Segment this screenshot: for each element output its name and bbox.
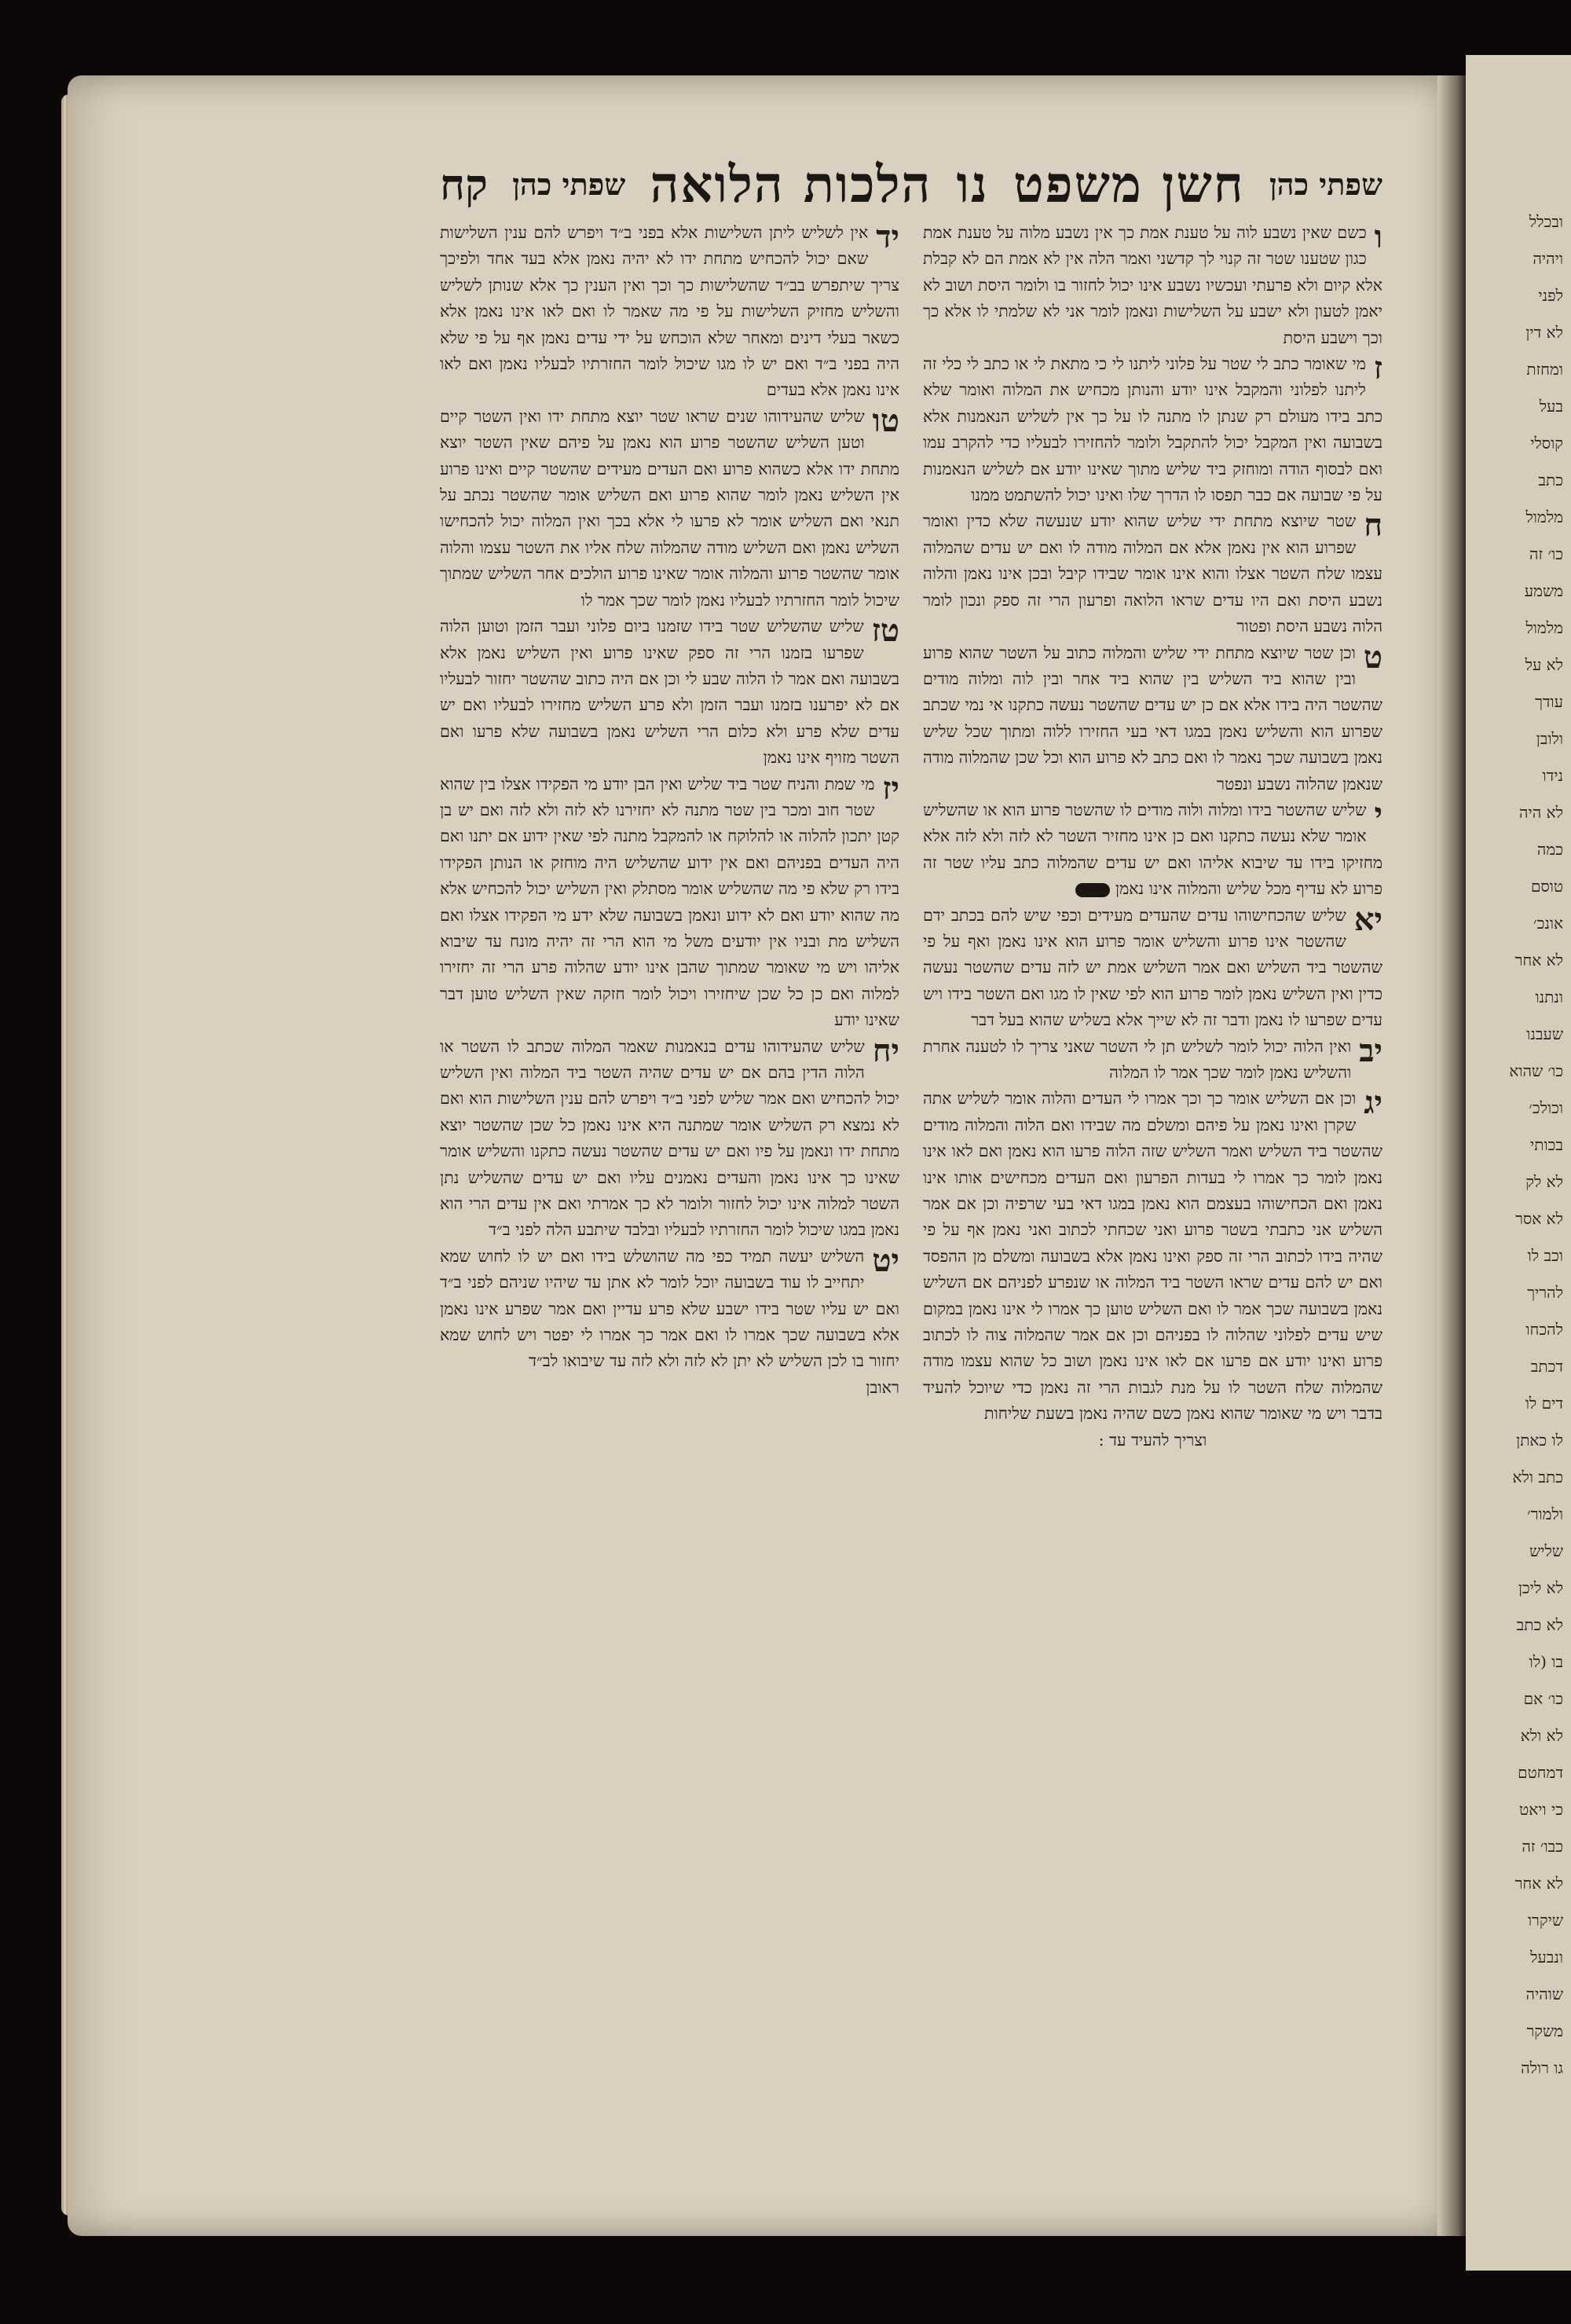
text-columns — [440, 220, 1382, 2161]
facing-page-line: לפני — [1538, 286, 1563, 305]
paragraph — [923, 900, 1382, 1034]
facing-page-line: לא אחר — [1514, 951, 1563, 970]
facing-page-line: לא ליכן — [1518, 1578, 1563, 1597]
facing-page-line: כתב — [1538, 471, 1563, 489]
facing-page — [1466, 55, 1571, 2271]
facing-page-line: מלמול — [1525, 618, 1563, 637]
paragraph-text: מי שאומר כתב לי שטר על פלוני ליתנו לי כי מתאת לי או כתב לי כלי זה ליתנו לפלוני והמקבל אינו יודע והנותן מכחיש את המלוה ואומר שלא כתב בידו מעולם רק שנתן לו מתנה לו על כך אין לשליש הנאמנות אלא בשבועה ואין המקבל יכול להתקבל ולומר להחזירו לבעליו כדי להקרב עמו ואם לבסוף הודה ומוחזק ביד שליש מתוך שאינו יודע אם לשליש הנאמנות על פי שבועה אם כבר תפסו לו הדרך שלו ואינו יכול להשתמט ממנו — [923, 354, 1382, 505]
page-number: קח — [440, 159, 488, 210]
facing-page-line: לא היה — [1519, 803, 1563, 822]
facing-page-line: שעבנו — [1526, 1025, 1563, 1043]
paragraph — [923, 508, 1382, 640]
header-title: חשן משפט — [1013, 155, 1245, 214]
right-column — [923, 220, 1382, 2161]
facing-page-line: דמחטם — [1518, 1763, 1563, 1782]
section-letter: ח — [1364, 507, 1382, 544]
facing-page-line: כו׳ אם — [1523, 1689, 1563, 1708]
facing-page-line: להכחו — [1525, 1320, 1563, 1339]
facing-page-line: כבו׳ זה — [1522, 1837, 1563, 1856]
paragraph-text: ואין הלוה יכול לומר לשליש תן לי השטר שאני צריך לו לטענה אחרת והשליש נאמן לומר שכך אמר לו המלוה — [923, 1036, 1352, 1082]
facing-page-line: שוהיה — [1525, 1985, 1563, 2003]
paragraph — [440, 220, 899, 404]
facing-page-line: משקר — [1526, 2022, 1563, 2040]
facing-page-line: וכב לו — [1527, 1246, 1563, 1265]
page-gutter — [1437, 75, 1466, 2236]
ink-blot — [1075, 883, 1110, 897]
section-letter: ז — [1373, 350, 1382, 387]
paragraph — [923, 1034, 1382, 1087]
section-letter: יא — [1353, 900, 1382, 938]
facing-page-line: ולובן — [1536, 729, 1563, 748]
facing-page-line: טוסם — [1530, 877, 1563, 896]
facing-page-line: ונבעל — [1530, 1948, 1563, 1967]
facing-page-line: ובכלל — [1529, 212, 1563, 231]
facing-page-line: לא אחר — [1514, 1874, 1563, 1893]
section-letter: ו — [1374, 220, 1382, 255]
paragraph — [923, 640, 1382, 797]
facing-page-line: גו רולה — [1521, 2058, 1563, 2077]
paragraph — [440, 614, 899, 771]
facing-page-line: אונכ׳ — [1533, 914, 1563, 933]
facing-page-line: לא אסר — [1515, 1209, 1563, 1228]
facing-page-line: לא לק — [1525, 1172, 1563, 1191]
section-letter: יח — [872, 1032, 899, 1069]
facing-page-line: משמע — [1524, 581, 1563, 600]
facing-page-line: מלמול — [1525, 508, 1563, 526]
facing-page-line: כמה — [1536, 840, 1563, 859]
section-letter: יט — [872, 1241, 899, 1279]
paragraph — [440, 769, 899, 1034]
facing-page-line: לו כאתן — [1516, 1431, 1563, 1450]
header-section-number: נו — [956, 155, 989, 214]
section-letter: ט — [1363, 638, 1382, 676]
facing-page-line: ויהיה — [1533, 249, 1563, 268]
paragraph-text: שליש שהעידוהו עדים בנאמנות שאמר המלוה שכתב לו השטר או הלוה הדין בהם אם יש עדים שהיה השטר ביד המלוה ואין השליש יכול להכחיש ואם אמר שליש לפני ב״ד ויפרש להם ענין השלישות הוא ואם לא נמצא רק השליש אומר שמתנה היא אינו נאמן כל שכן שהשטר יוצא מתחת ידו ונאמן על פיו ואם יש עדים שהשטר נעשה כתקנו והשליש אומר שאינו כך אינו נאמן והעדים נאמנים עליו ואם יש עדים שהשליש נתן השטר למלוה אינו יכול לחזור ולומר לא כך אמרתי ואם אין עדים הרי הוא נאמן במגו שיכול לומר החזרתיו לבעליו ובלבד שיתבע הלה לפני ב״ד — [440, 1036, 899, 1240]
facing-page-line: בעל — [1539, 397, 1563, 416]
facing-page-line: כו׳ זה — [1529, 544, 1563, 563]
section-letter: יג — [1364, 1084, 1382, 1122]
facing-page-line: דכתב — [1530, 1357, 1563, 1376]
paragraph — [440, 1241, 899, 1375]
column-end-text: וצריך להעיד עד : — [1098, 1430, 1207, 1450]
facing-page-line: להריך — [1527, 1283, 1563, 1302]
paragraph-text: כשם שאין נשבע לוה על טענת אמת כך אין נשבע מלוה על טענת אמת כגון שטענו שטר זה קנוי לך קדשני ואמר הלה אין לא אמת הם לא קבלת אלא קיום ולא פרעתי ועכשיו נשבע אינו יכול לחזור בו ולומר היסת ושוב לא יאמן לטעון ולא ישבע על השלישות ונאמן לומר אני לא שלמתי לו אלא כך וכך וישבע היסת — [923, 223, 1382, 347]
left-column — [440, 220, 899, 2161]
section-letter: י — [1374, 795, 1382, 833]
facing-page-line: כי ויאט — [1519, 1800, 1563, 1819]
facing-page-line: קוסלי — [1530, 434, 1563, 453]
section-letter: יד — [876, 220, 899, 255]
paragraph — [923, 351, 1382, 508]
paragraph-text: וכן אם השליש אומר כך וכך אמרו לי העדים והלוה אומר לשליש אתה שקרן ואינו נאמן על פיהם ומשלם מה שבידו ואם הלוה והמלוה מודים שהשטר ביד השליש ואמר השליש שזה הלוה פרעו הוא נאמן ואם לאו אינו נאמן לומר כך אמרו לי בעדות הפרעון ואם העדים מכחישים אותו אינו נאמן ואם הכחישוהו בעצמם הוא נאמן במגו דאי בעי שרפיה וכן אם אמר השליש אני כתבתי בשטר פרוע ואני שכחתי לכתוב ואני נאמן אף על פי שהיה בידו לכתוב הרי זה ספק ואינו נאמן אלא בשבועה ומשלם מן ההפסד ואם יש להם עדים שראו השטר ביד המלוה או שנפרע לפניהם אם השליש נאמן בשבועה שכך אמר לו ואם השליש טוען כך אמרו לי אינו נאמן במקום שיש עדים לפלוני שהלוה לו בפניהם וכן אם אמר שהמלוה צוה לו לכתוב פרוע ואינו יודע אם פרעו אם לאו אינו נאמן ושוב כל שהוא עצמו מודה שהמלוה שלח השטר לו על מנת לגבות הרי זה נאמן כדי שיוכל להעיד בדבר ויש מי שאומר שהוא נאמן כשם שהיה נאמן בשעת שליחות — [923, 1089, 1382, 1424]
paragraph-text: שליש שהשליש שטר בידו שזמנו ביום פלוני ועבר הזמן וטוען הלוה שפרעו בזמנו הרי זה ספק שאינו פרוע ואין השליש נאמן אלא בשבועה ואם אמר לו הלוה שבע לי וכן אם היה כתוב שהשטר יחזור לבעליו אם לא יפרענו בזמנו ועבר הזמן ולא פרע השליש מחזירו לבעליו ואם יש עדים שלא פרע ולא כלום הרי השליש נאמן בשבועה שלא פרעו ואם השטר מזויף אינו נאמן — [440, 617, 899, 768]
paragraph — [440, 1034, 899, 1244]
facing-page-line: כו׳ שהוא — [1509, 1061, 1563, 1080]
facing-page-line: כתב ולא — [1512, 1468, 1563, 1486]
paragraph-text: וכן שטר שיוצא מתחת ידי שליש והמלוה כתוב על השטר שהוא פרוע ובין שהוא ביד השליש בין שהוא ביד אחר ובין לוה ומלוה מודים שהשטר היה בידו אלא אם כן יש עדים שהשטר נעשה כתקנו אי נמי שכתב שפרוע הוא והשליש נאמן במגו דאי בעי החזירו ללוה ומתוך שכל שליש נאמן בשבועה שכך נאמר לו ואם כתב לא פרוע הוא וכל שכן שהמלוה מודה שנאמן שהלוה נשבע ונפטר — [923, 643, 1382, 794]
facing-page-line: נידו — [1542, 766, 1563, 785]
facing-page-line: בו (לו — [1529, 1652, 1563, 1671]
facing-page-line: דים לו — [1525, 1394, 1563, 1413]
facing-page-line: ונתנו — [1535, 988, 1563, 1006]
paragraph — [923, 220, 1382, 351]
paragraph-text: מי שמת והניח שטר ביד שליש ואין הבן יודע מי הפקידו אצלו בין שהוא שטר חוב ומכר בין שטר מתנה לא יחזירנו לא לזה ולא לזה ואם יש בן קטן יתכון להלוה או להלוקח או להמקבל מתנה לפי שאין ידוע אם יתנו ואם היה העדים בפניהם ואם אין ידוע שהשליש היה מוחזק או הנותן הפקידו בידו רק שלא פי מה שהשליש אומר מסתלק ואין השליש יכול להכחיש אלא מה שהוא יודע ואם לא ידוע ונאמן בשבועה שלא ידע מי הפקידו אצלו ואם השליש מת ובניו אין יודעים משל מי הוא הרי זה יהיה מונח עד שיבוא אליהו ויש מי שאומר שמתוך שהבן אינו יודע שהלוה פרע הרי זה יחזירו למלוה ואם כן כל שכן שיחזירו ויכול לומר חזקה שאין השליש טוען דבר שאינו יודע — [440, 774, 899, 1030]
paragraph-text: שליש שהכחישוהו עדים שהעדים מעידים וכפי שיש להם בכתב ידם שהשטר אינו פרוע והשליש אומר פרוע הוא אינו נאמן ואף על פי שהשטר ביד השליש ואם אמר השליש אמת יש לזה עדים שהשטר נעשה כדין ואין השליש נאמן לומר פרוע הוא לפי שאין לו מגו ואם השטר בידו ויש עדים שפרעו לו נאמן ודבר זה לא שייך אלא בשליש שהוא בעל דבר — [923, 905, 1382, 1030]
section-letter: יז — [882, 769, 899, 807]
facing-page-line: ומחזת — [1526, 360, 1563, 379]
section-letter: טז — [871, 612, 899, 650]
section-letter: יב — [1359, 1032, 1382, 1069]
facing-page-line: ולמור׳ — [1527, 1505, 1563, 1523]
paragraph — [923, 797, 1382, 903]
header-right-label: שפתי כהן — [1269, 167, 1382, 202]
header-subject: הלכות הלואה — [650, 155, 932, 214]
paragraph-text: השליש יעשה תמיד כפי מה שהושלש בידו ואם יש לו לחוש שמא יתחייב לו עוד בשבועה יוכל לומר לא אתן עד שיהיו שניהם לפני ב״ד ואם יש עליו שטר בידו ישבע שלא פרע עדיין ואם אמר שפרע אינו נאמן אלא בשבועה שכך אמרו לו ואם אמר כך אמרו לי יפטר ויש לחוש שמא יחזור בו לכן השליש לא יתן לא לזה ולא לזה עד שיבואו לב״ד — [440, 1246, 899, 1371]
facing-page-line: לא ולא — [1520, 1726, 1563, 1745]
facing-page-line: לא על — [1525, 655, 1563, 674]
header-left-label: שפתי כהן — [512, 167, 626, 202]
facing-page-line: לא דין — [1525, 323, 1563, 342]
paragraph-text: שליש שהעידוהו שנים שראו שטר יוצא מתחת ידו ואין השטר קיים וטען השליש שהשטר פרוע הוא נאמן על פיהם שאין השטר יוצא מתחת ידו אלא כשהוא פרוע ואם העדים מעידים שהשטר קיים ואינו פרוע אין השליש נאמן לומר שהוא פרוע ואם השליש אומר שהשטר נכתב על תנאי ואם השליש אומר לא פרעו לי אלא בכך ואין המלוה יכול להכחישו השליש נאמן ואם השליש מודה שהמלוה שלח אליו את השטר עצמו והלוה אומר שהשטר פרוע והמלוה אומר שאינו פרוע הולכים אחר השליש שמתוך שיכול לומר החזרתיו לבעליו נאמן לומר שכך אמר לו — [440, 406, 899, 610]
paragraph-text: שטר שיוצא מתחת ידי שליש שהוא יודע שנעשה שלא כדין ואומר שפרוע הוא אין נאמן אלא אם המלוה מודה לו ואם יש עדים שהמלוה עצמו שלח השטר אצלו והוא אינו אומר שבידו קיבל ובכן אינו נאמן והלוה נשבע היסת ואם היו עדים שראו הלואה ופרעון הרי זה ספק ונכון לומר הלוה נשבע היסת ופטור — [923, 511, 1382, 636]
paragraph — [923, 1086, 1382, 1427]
paragraph-text: שליש שהשטר בידו ומלוה ולוה מודים לו שהשטר פרוע הוא או שהשליש אומר שלא נעשה כתקנו ואם כן אינו מחזיר השטר לא לזה ולא לזה אלא מחזיקו בידו עד שיבוא אליהו ואם יש עדים שהמלוה כתב עליו שטר זה פרוע לא עדיף מכל שליש והמלוה אינו נאמן — [923, 800, 1382, 899]
facing-page-line: עודך — [1535, 692, 1563, 711]
column-end-text: ראובן — [866, 1377, 899, 1397]
section-letter: טו — [872, 401, 899, 439]
facing-page-line: בכותי — [1530, 1135, 1563, 1154]
page-header — [440, 149, 1382, 220]
paragraph-text: אין לשליש ליתן השלישות אלא בפני ב״ד ויפרש להם ענין השלישות שאם יכול להכחיש מתחת ידו לא יהיה נאמן אלא בעד אחד ולפיכך צריך שיתפרש בב״ד שהשלישות כך וכך ואין הענין כך אלא שנותן לשליש והשליש מחזיק השלישות על פי מה שאמר לו ואם לאו אינו נאמן אלא כשאר בעלי דינים ומאחר שלא הוכחש על ידי עדים נאמן אף על פי שלא היה בפני ב״ד ואם יש לו מגו שיכול לומר החזרתיו לבעליו נאמן ואם לאו אינו נאמן אלא בעדים — [440, 223, 899, 400]
facing-page-line: וכולכ׳ — [1529, 1098, 1563, 1117]
paragraph — [440, 401, 899, 614]
facing-page-line: שיקרו — [1527, 1911, 1563, 1930]
facing-page-line: שליש — [1529, 1541, 1563, 1560]
facing-page-line: לא כתב — [1516, 1615, 1563, 1634]
